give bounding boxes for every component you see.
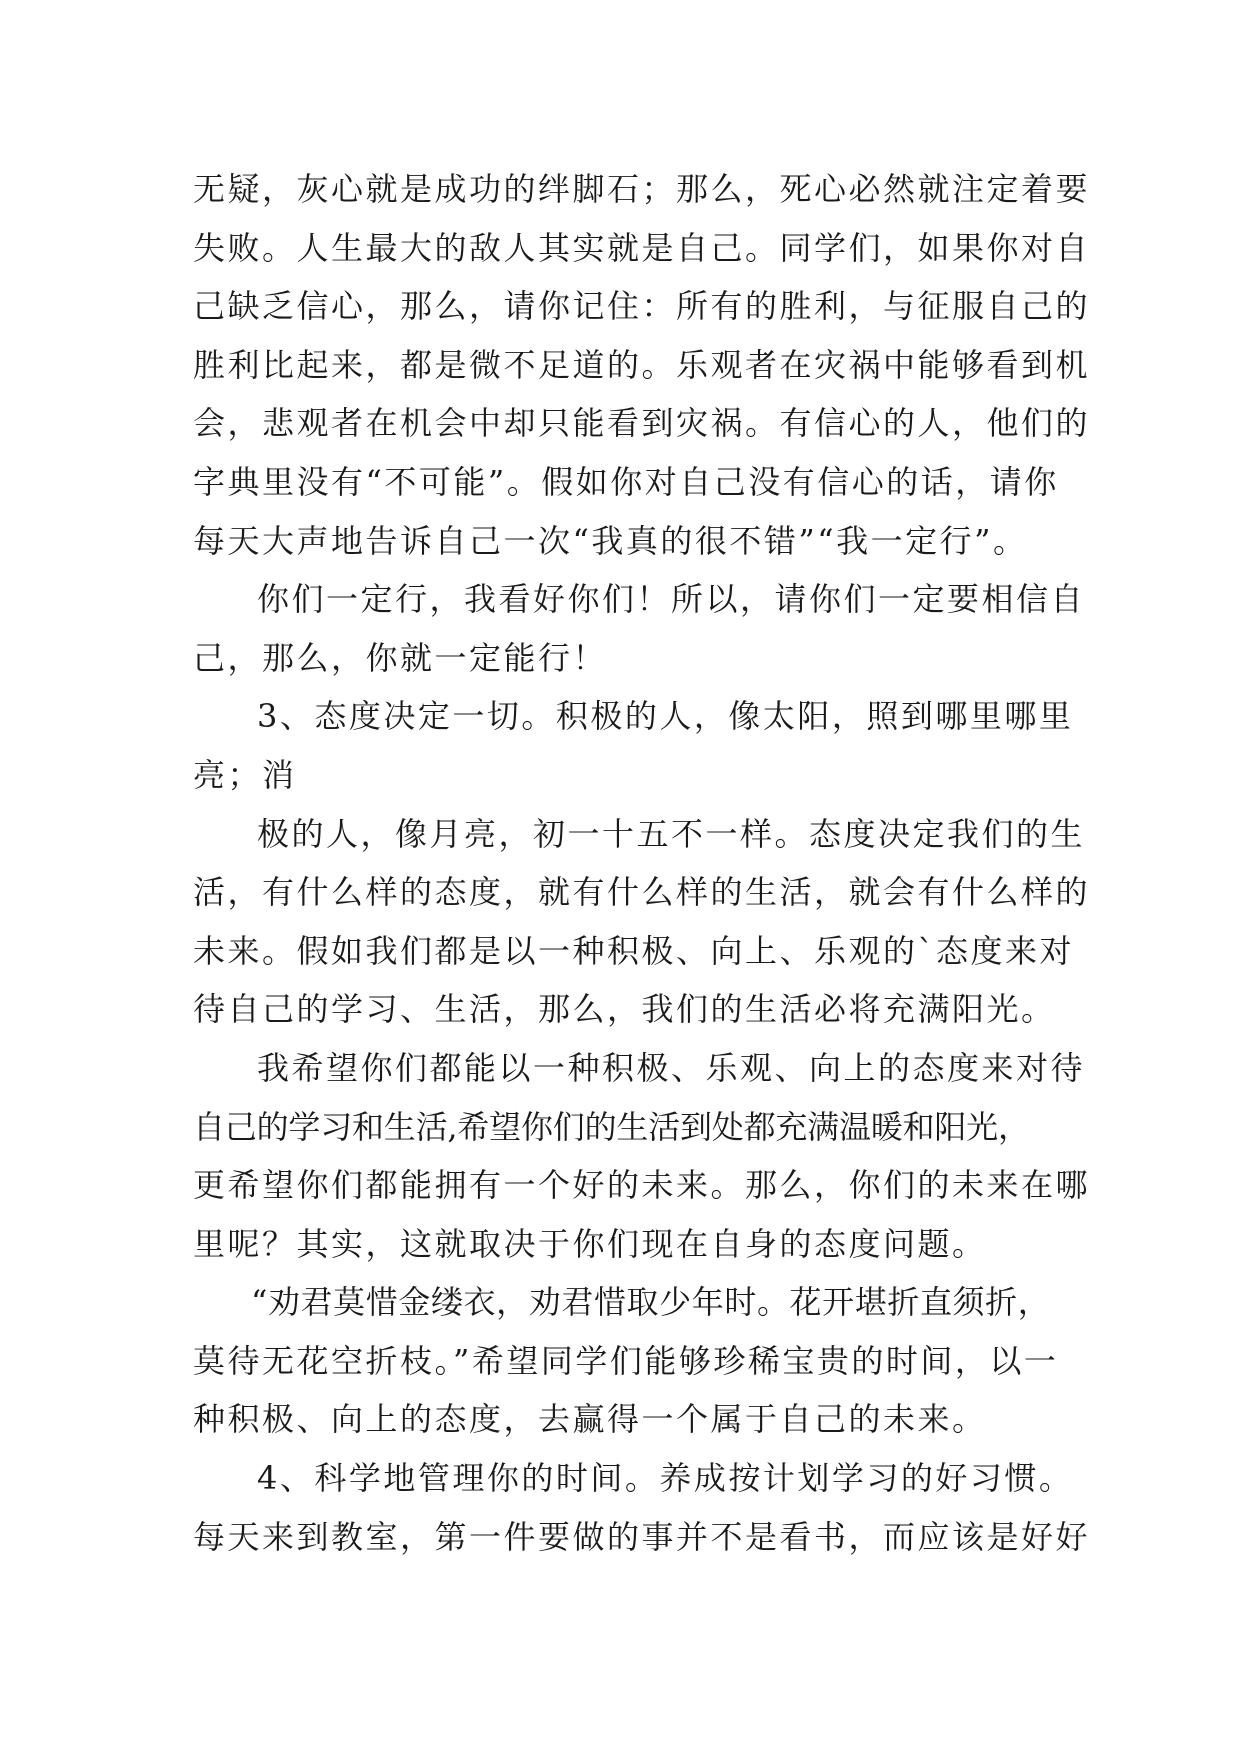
paragraph-start-line: 我希望你们都能以一种积极、乐观、向上的态度来对待 xyxy=(257,1048,1086,1087)
section-heading-line: 3、态度决定一切。积极的人，像太阳，照到哪里哪里 xyxy=(257,697,1074,736)
text-line: 字典里没有“不可能”。假如你对自己没有信心的话，请你 xyxy=(193,462,1059,501)
text-line: 种积极、向上的态度，去赢得一个属于自己的未来。 xyxy=(193,1400,987,1439)
text-line: 莫待无花空折枝。”希望同学们能够珍稀宝贵的时间，以一 xyxy=(193,1341,1059,1380)
section-heading-line: 4、科学地管理你的时间。养成按计划学习的好习惯。 xyxy=(257,1459,1074,1498)
quote-line: “劝君莫惜金缕衣，劝君惜取少年时。花开堪折直须折， xyxy=(251,1283,1051,1322)
text-line: 自己的学习和生活,希望你们的生活到处都充满温暖和阳光， xyxy=(193,1107,1030,1146)
text-line: 每天大声地告诉自己一次“我真的很不错”“我一定行”。 xyxy=(193,521,1028,560)
text-line: 每天来到教室，第一件要做的事并不是看书，而应该是好好 xyxy=(193,1517,1091,1556)
text-line: 己，那么，你就一定能行！ xyxy=(193,638,608,677)
text-line: 胜利比起来，都是微不足道的。乐观者在灾祸中能够看到机 xyxy=(193,345,1091,384)
paragraph-start-line: 你们一定行，我看好你们！所以，请你们一定要相信自 xyxy=(257,580,1086,619)
text-line: 里呢？其实，这就取决于你们现在自身的态度问题。 xyxy=(193,1224,987,1263)
text-line: 亮；消 xyxy=(193,755,297,794)
text-line: 未来。假如我们都是以一种积极、向上、乐观的`态度来对 xyxy=(193,931,1075,970)
text-line: 更希望你们都能拥有一个好的未来。那么，你们的未来在哪 xyxy=(193,1166,1091,1205)
text-line: 失败。人生最大的敌人其实就是自己。同学们，如果你对自 xyxy=(193,228,1091,267)
text-line: 己缺乏信心，那么，请你记住：所有的胜利，与征服自己的 xyxy=(193,287,1091,326)
text-line: 活，有什么样的态度，就有什么样的生活，就会有什么样的 xyxy=(193,873,1091,912)
text-line: 待自己的学习、生活，那么，我们的生活必将充满阳光。 xyxy=(193,990,1056,1029)
document-body xyxy=(193,160,1091,1566)
text-line: 会，悲观者在机会中却只能看到灾祸。有信心的人，他们的 xyxy=(193,404,1091,443)
text-line: 无疑，灰心就是成功的绊脚石；那么，死心必然就注定着要 xyxy=(193,170,1091,208)
paragraph-start-line: 极的人，像月亮，初一十五不一样。态度决定我们的生 xyxy=(257,814,1086,853)
